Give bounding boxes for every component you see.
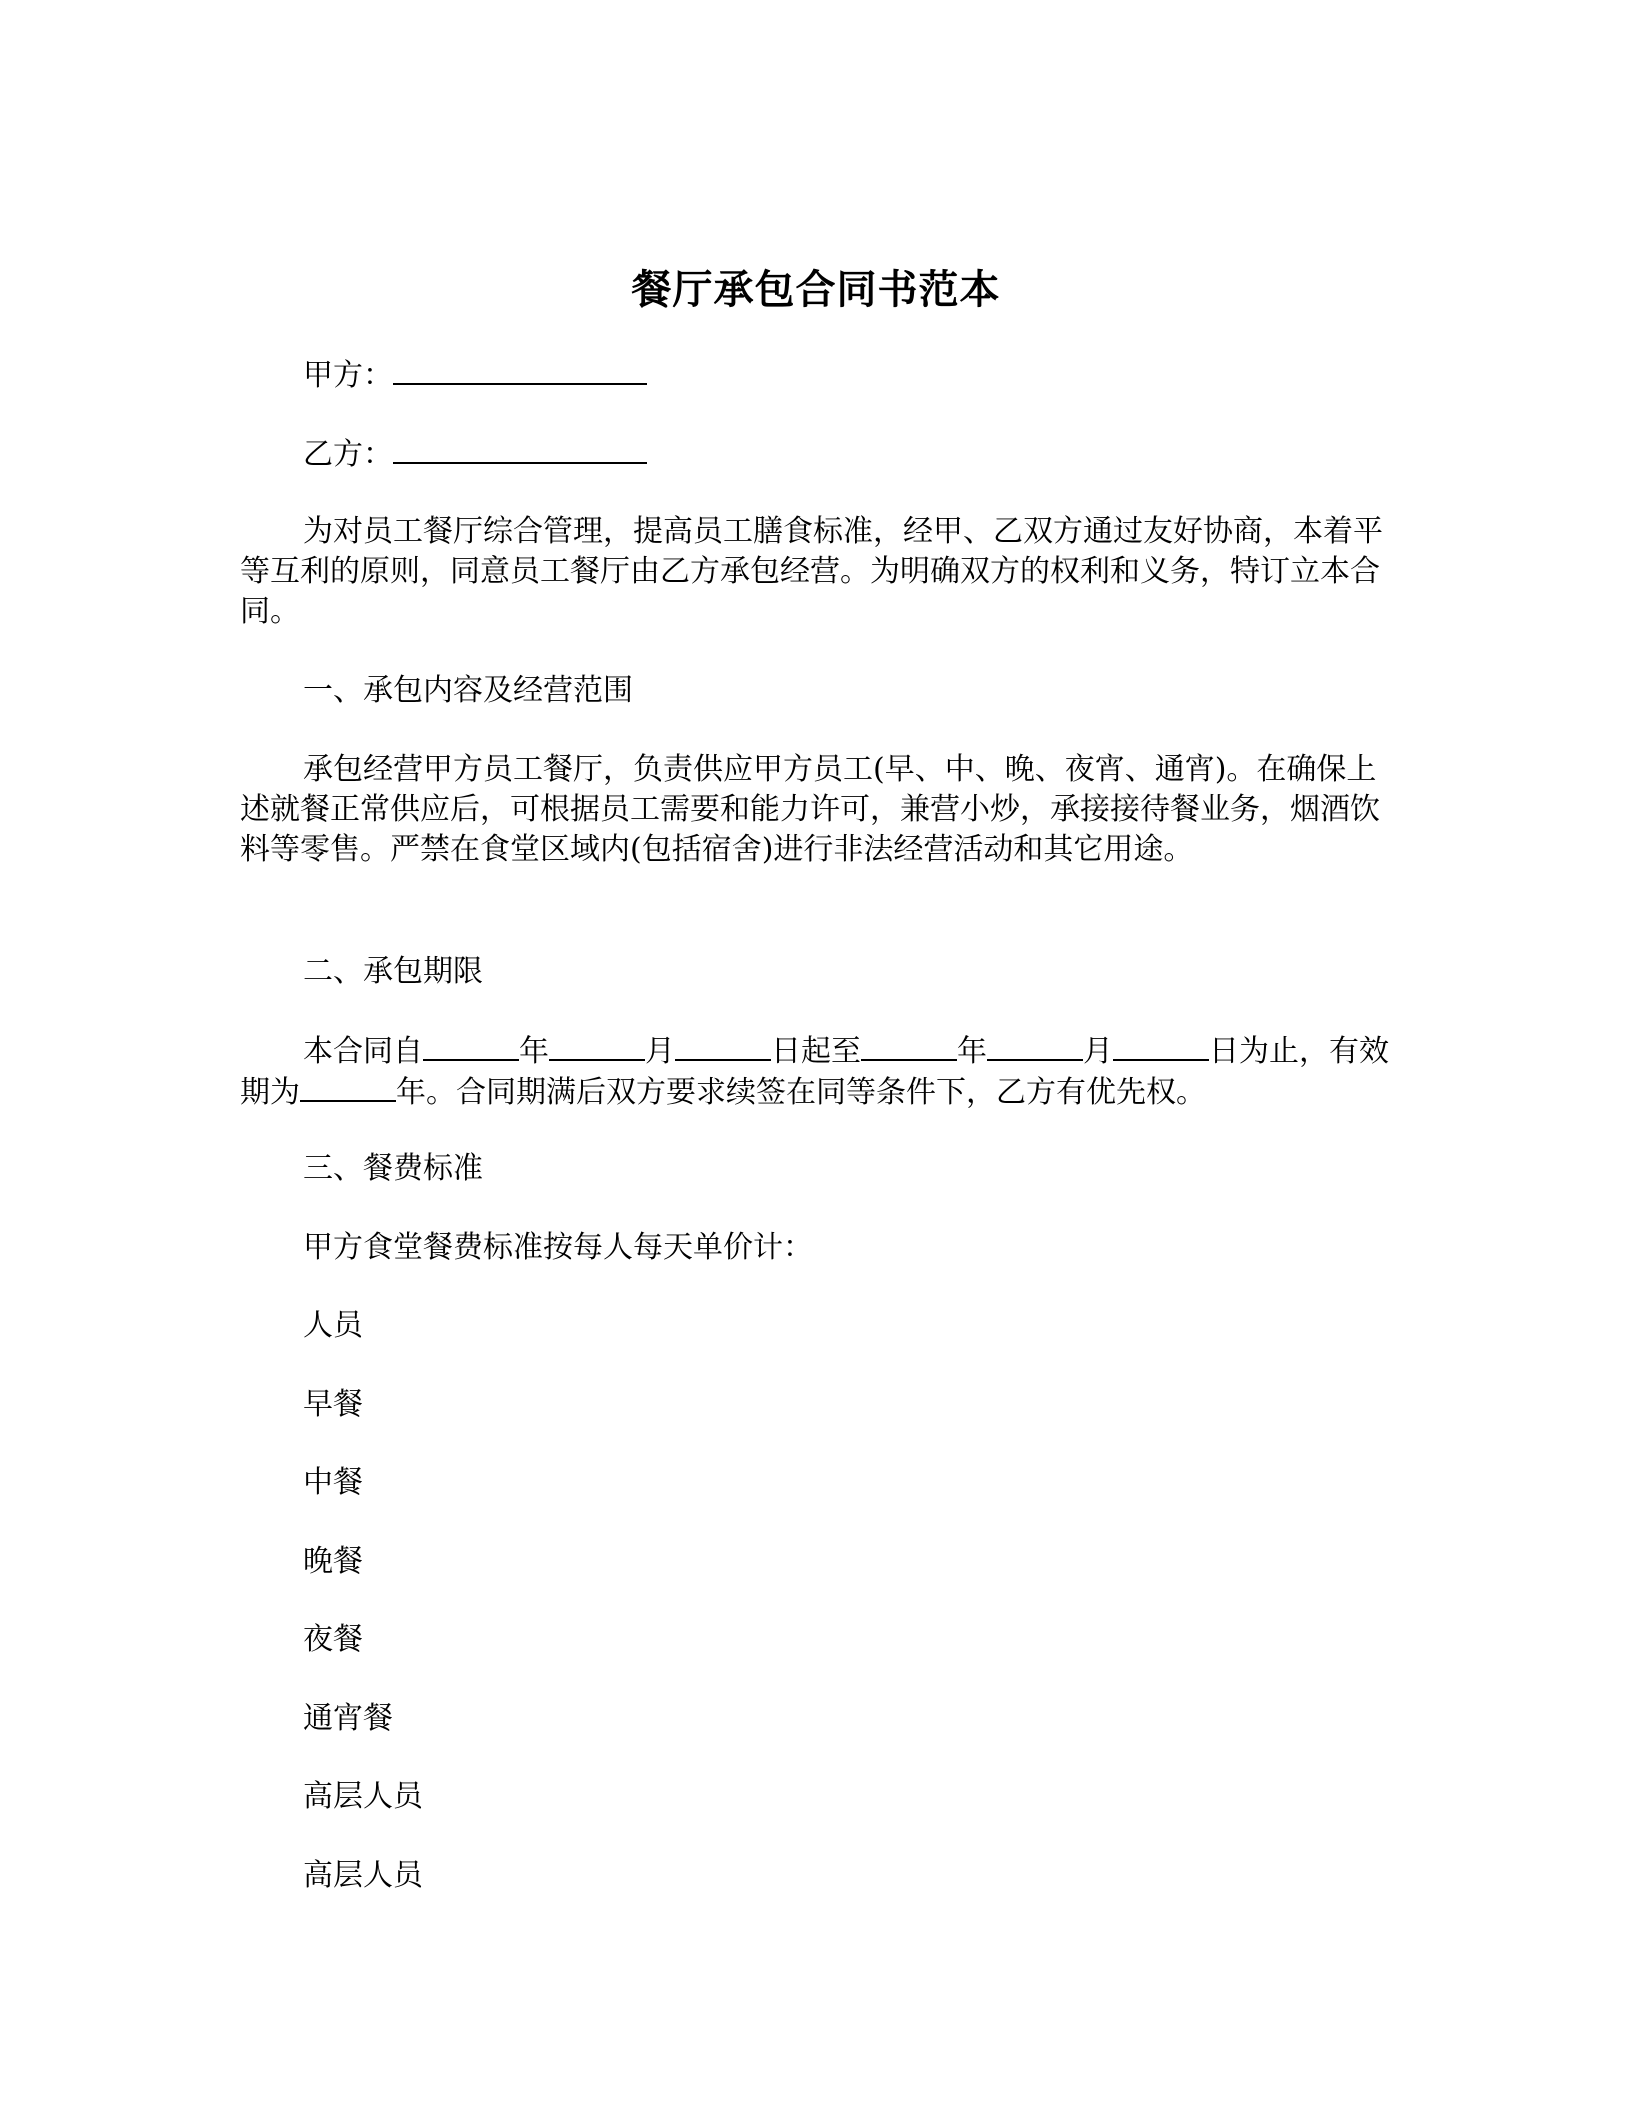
party-b-blank[interactable] <box>393 434 647 464</box>
fee-item-senior-staff: 高层人员 <box>303 1779 423 1814</box>
term-text-6: 月 <box>1083 1034 1113 1069</box>
intro-paragraph: 为对员工餐厅综合管理，提高员工膳食标准，经甲、乙双方通过友好协商，本着平等互利的原则，同意员工餐厅由乙方承包经营。为明确双方的权利和义务，特订立本合同。 <box>240 514 1383 629</box>
fee-item-dinner: 晚餐 <box>303 1544 363 1579</box>
start-year-blank[interactable] <box>423 1031 519 1061</box>
section1-paragraph: 承包经营甲方员工餐厅，负责供应甲方员工(早、中、晚、夜宵、通宵)。在确保上述就餐正常供应后，可根据员工需要和能力许可，兼营小炒，承接接待餐业务，烟酒饮料等零售。严禁在食堂区域内(包括宿舍)进行非法经营活动和其它用途。 <box>240 752 1380 867</box>
document-title: 餐厅承包合同书范本 <box>631 266 1001 313</box>
section3-intro: 甲方食堂餐费标准按每人每天单价计： <box>303 1230 813 1265</box>
term-text-4: 日起至 <box>771 1034 861 1069</box>
fee-item-overnight-meal: 通宵餐 <box>303 1701 393 1736</box>
term-text-3: 月 <box>645 1034 675 1069</box>
party-a-line <box>303 355 647 396</box>
term-text-7: 日为止，有效期为 <box>240 1034 1389 1110</box>
end-day-blank[interactable] <box>1113 1031 1209 1061</box>
fee-item-lunch: 中餐 <box>303 1465 363 1500</box>
start-day-blank[interactable] <box>675 1031 771 1061</box>
fee-item-breakfast: 早餐 <box>303 1387 363 1422</box>
term-text-5: 年 <box>957 1034 987 1069</box>
term-text-1: 本合同自 <box>303 1034 423 1069</box>
party-b-line <box>303 434 647 475</box>
end-month-blank[interactable] <box>987 1031 1083 1061</box>
section2-paragraph <box>240 1031 1394 1113</box>
term-text-2: 年 <box>519 1034 549 1069</box>
party-a-blank[interactable] <box>393 355 647 385</box>
fee-item-senior-staff-2: 高层人员 <box>303 1858 423 1893</box>
end-year-blank[interactable] <box>861 1031 957 1061</box>
section3-heading: 三、餐费标准 <box>303 1151 483 1186</box>
term-years-blank[interactable] <box>300 1072 396 1102</box>
party-b-label: 乙方： <box>303 437 393 472</box>
fee-item-personnel: 人员 <box>303 1308 363 1343</box>
term-text-8: 年。合同期满后双方要求续签在同等条件下，乙方有优先权。 <box>396 1075 1206 1110</box>
section1-heading: 一、承包内容及经营范围 <box>303 673 633 708</box>
fee-item-night-meal: 夜餐 <box>303 1622 363 1657</box>
party-a-label: 甲方： <box>303 358 393 393</box>
section2-heading: 二、承包期限 <box>303 954 483 989</box>
start-month-blank[interactable] <box>549 1031 645 1061</box>
